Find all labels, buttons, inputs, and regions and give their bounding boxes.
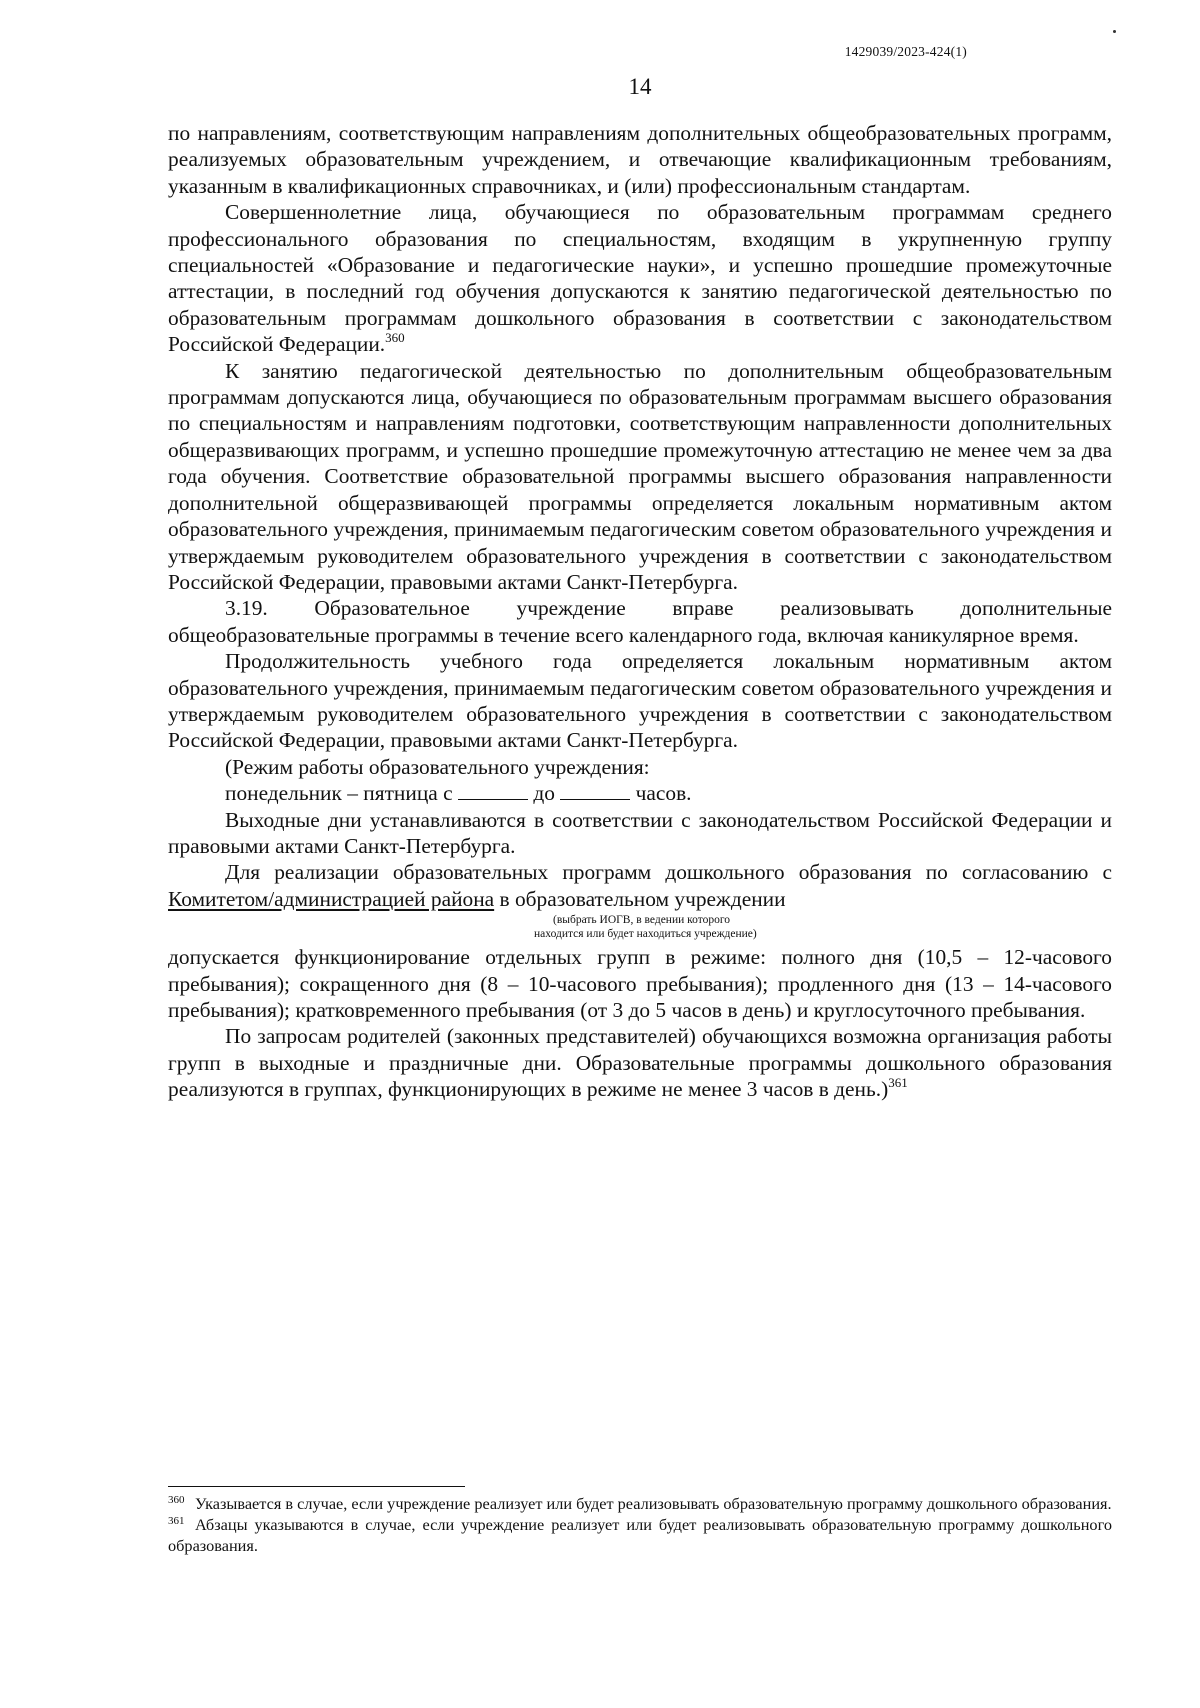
footnotes: [168, 1493, 1112, 1556]
paragraph: К занятию педагогической деятельностью по дополнительным общеобразовательным программам допускаются лица, обучающиеся по образовательным программам высшего образования по специальностям и направлениям подготовки, соответствующим направленности дополнительных общеразвивающих программ, и успешно прошедшие промежуточную аттестацию не менее чем за два года обучения. Соответствие образовательной программы высшего образования направленности дополнительной общеразвивающей программы определяется локальным нормативным актом образовательного учреждения, принимаемым педагогическим советом образовательного учреждения и утверждаемым руководителем образовательного учреждения в соответствии с законодательством Российской Федерации, правовыми актами Санкт-Петербурга.: [168, 358, 1112, 594]
paragraph-text: По запросам родителей (законных представителей) обучающихся возможна организация работы групп в выходные и праздничные дни. Образовательные программы дошкольного образования реализуются в группах, функционирующих в режиме не менее 3 часов в день.): [168, 1024, 1112, 1102]
authority-placeholder: Комитетом/администрацией района: [168, 886, 495, 911]
start-time-blank[interactable]: [458, 781, 528, 800]
document-number: 1429039/2023-424(1): [844, 44, 967, 59]
schedule-to-label: до: [533, 781, 555, 806]
schedule-hours-label: часов.: [635, 781, 692, 806]
document-body: [168, 120, 1112, 1103]
paragraph: (Режим работы образовательного учреждения:: [225, 754, 650, 779]
paragraph: [168, 199, 1112, 357]
paragraph: допускается функционирование отдельных групп в режиме: полного дня (10,5 – 12-часового пребывания); сокращенного дня (8 – 10-часового пребывания); продленного дня (13 – 14-часового пребывания); кратковременного пребывания (от 3 до 5 часов в день) и круглосуточного пребывания.: [168, 945, 1112, 1022]
paragraph-text: Совершеннолетние лица, обучающиеся по образовательным программам среднего профессионального образования по специальностям, входящим в укрупненную группу специальностей «Образование и педагогические науки», и успешно прошедшие промежуточные аттестации, в последний год обучения допускаются к занятию педагогической деятельностью по образовательным программам дошкольного образования в соответствии с законодательством Российской Федерации.: [168, 200, 1112, 357]
paragraph-text: Для реализации образовательных программ дошкольного образования по согласованию с: [225, 860, 1112, 885]
scan-speck: [1113, 30, 1116, 33]
footnote: [168, 1514, 1112, 1556]
end-time-blank[interactable]: [560, 781, 630, 800]
footnote-ref: 360: [385, 330, 405, 346]
footnote-text: Указывается в случае, если учреждение реализует или будет реализовывать образовательную программу дошкольного образования.: [195, 1494, 1112, 1513]
footnote-text: Абзацы указываются в случае, если учреждение реализует или будет реализовывать образовательную программу дошкольного образования.: [168, 1515, 1112, 1555]
paragraph: Продолжительность учебного года определяется локальным нормативным актом образовательного учреждения, принимаемым педагогическим советом образовательного учреждения и утверждаемым руководителем образовательного учреждения в соответствии с законодательством Российской Федерации, правовыми актами Санкт-Петербурга.: [168, 649, 1112, 753]
hint-line: находится или будет находиться учреждение): [534, 928, 757, 941]
footnote: [168, 1493, 1112, 1514]
page-number: 14: [628, 74, 652, 99]
paragraph: Выходные дни устанавливаются в соответствии с законодательством Российской Федерации и правовыми актами Санкт-Петербурга.: [168, 807, 1112, 858]
paragraph: 3.19. Образовательное учреждение вправе реализовывать дополнительные общеобразовательные программы в течение всего календарного года, включая каникулярное время.: [168, 596, 1112, 647]
footnote-mark: 361: [168, 1515, 185, 1527]
footnote-mark: 360: [168, 1494, 185, 1506]
schedule-from-label: понедельник – пятница с: [225, 781, 453, 806]
hint-line: (выбрать ИОГВ, в ведении которого: [553, 914, 731, 927]
schedule-line: [168, 780, 1112, 806]
footnote-ref: 361: [888, 1075, 908, 1091]
authority-hint: [168, 913, 1112, 941]
paragraph: по направлениям, соответствующим направлениям дополнительных общеобразовательных программ, реализуемых образовательным учреждением, и отвечающие квалификационным требованиям, указанным в квалификационных справочниках, и (или) профессиональным стандартам.: [168, 121, 1112, 198]
paragraph-text: в образовательном учреждении: [499, 886, 786, 911]
footnote-separator: [168, 1486, 465, 1487]
paragraph: [168, 859, 1112, 912]
paragraph: [168, 1023, 1112, 1102]
